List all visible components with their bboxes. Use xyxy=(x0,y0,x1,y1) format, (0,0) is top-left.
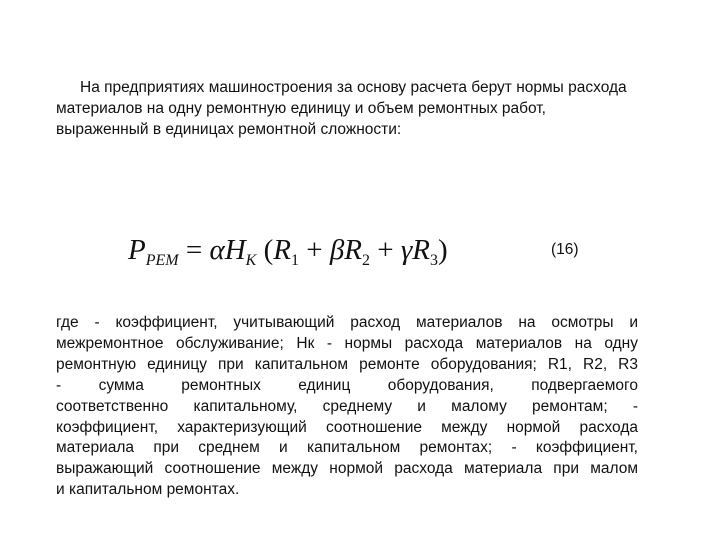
formula-beta: β xyxy=(329,234,345,266)
formula-gamma: γ xyxy=(400,234,413,266)
intro-line-1: На предприятиях машиностроения за основу расчета берут нормы расхода xyxy=(80,79,627,96)
formula-open-paren: ( xyxy=(263,234,274,266)
formula-alpha: α xyxy=(209,234,225,266)
formula-r2-subscript: 2 xyxy=(361,252,370,269)
explanation-line-4: - сумма ремонтных единиц оборудования, подвергаемого xyxy=(56,376,638,394)
formula-h-subscript: K xyxy=(245,252,257,269)
explanation-line-8: выражающий соотношение между нормой расхода материала при малом xyxy=(56,460,638,478)
formula-r3-subscript: 3 xyxy=(430,252,438,269)
intro-line-2: материалов на одну ремонтную единицу и объем ремонтных работ, xyxy=(56,100,546,117)
formula-r1: R xyxy=(273,234,291,266)
explanation-line-7: материала при среднем и капитальном ремонтах; - коэффициент, xyxy=(56,439,638,457)
formula-16 xyxy=(128,230,448,280)
explanation-line-9: и капитальном ремонтах. xyxy=(56,481,240,499)
formula-lhs-subscript: PEM xyxy=(145,252,179,269)
formula-close-paren: ) xyxy=(438,234,448,266)
formula-equals: = xyxy=(185,234,203,266)
intro-paragraph xyxy=(56,77,684,140)
intro-line-3: выраженный в единицах ремонтной сложности: xyxy=(56,121,402,138)
explanation-paragraph xyxy=(56,313,638,501)
equation-number: (16) xyxy=(551,241,579,258)
explanation-line-5: соответственно капитальному, среднему и малому ремонтам; - xyxy=(56,397,638,415)
formula-r1-subscript: 1 xyxy=(290,252,299,269)
formula-r3: R xyxy=(412,234,430,266)
formula-lhs: P xyxy=(128,234,146,266)
explanation-line-6: коэффициент, характеризующий соотношение между нормой расхода xyxy=(56,418,638,436)
formula-h: H xyxy=(224,234,246,266)
explanation-line-3: ремонтную единицу при капитальном ремонте оборудования; R1, R2, R3 xyxy=(56,355,638,373)
explanation-line-2: межремонтное обслуживание; Нк - нормы расхода материалов на одну xyxy=(56,334,638,352)
formula-plus-1: + xyxy=(306,234,323,266)
explanation-line-1: где - коэффициент, учитывающий расход материалов на осмотры и xyxy=(56,314,638,331)
formula-r2: R xyxy=(344,234,362,266)
formula-plus-2: + xyxy=(377,234,394,266)
